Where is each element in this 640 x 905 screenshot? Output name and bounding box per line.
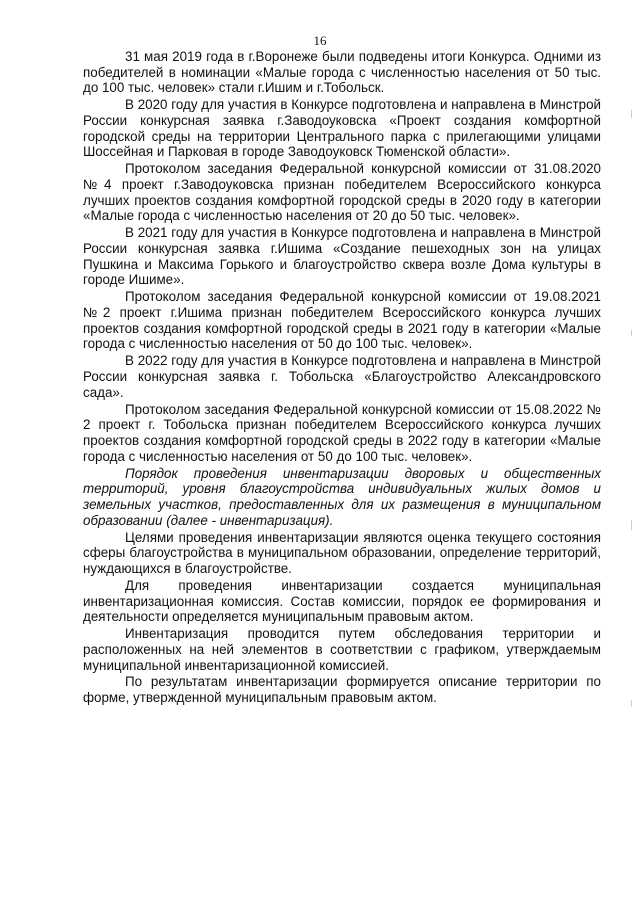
paragraph-ishim-protocol-2021: Протоколом заседания Федеральной конкурсной комиссии от 19.08.2021 №2 проект г.Ишима признан победителем Всероссийского конкурса лучших проектов создания комфортной городской среды в 2021 году в категории «Малые города с численностью населения от 50 до 100 тыс. человек». bbox=[83, 289, 601, 352]
paragraph-inventory-schedule: Инвентаризация проводится путем обследования территории и расположенных на ней элементов в соответствии с графиком, утверждаемым муниципальной инвентаризационной комиссией. bbox=[83, 626, 601, 673]
paragraph-zavodoukovsk-protocol-2020: Протоколом заседания Федеральной конкурсной комиссии от 31.08.2020 №4 проект г.Заводоуковска признан победителем Всероссийского конкурса лучших проектов создания комфортной городской среды в 2020 году в категории «Малые города с численностью населения от 20 до 50 тыс. человек». bbox=[83, 161, 601, 224]
section-heading-inventory-procedure: Порядок проведения инвентаризации дворовых и общественных территорий, уровня благоустройства индивидуальных жилых домов и земельных участков, предоставленных для их размещения в муниципальном образовании (далее - инвентаризация). bbox=[83, 465, 601, 528]
paragraph-inventory-results: По результатам инвентаризации формируется описание территории по форме, утвержденной муниципальным правовым актом. bbox=[83, 674, 601, 706]
paragraph-tobolsk-application-2022: В 2022 году для участия в Конкурсе подготовлена и направлена в Минстрой России конкурсная заявка г. Тобольска «Благоустройство Александровского сада». bbox=[83, 353, 601, 400]
paragraph-zavodoukovsk-application-2020: В 2020 году для участия в Конкурсе подготовлена и направлена в Минстрой России конкурсная заявка г.Заводоуковска «Проект создания комфортной городской среды на территории Центрального парка с прилегающими улицами Шоссейная и Парковая в городе Заводоуковск Тюменской области». bbox=[83, 97, 601, 160]
scan-artifact-mark bbox=[631, 110, 632, 118]
paragraph-ishim-application-2021: В 2021 году для участия в Конкурсе подготовлена и направлена в Минстрой России конкурсная заявка г.Ишима «Создание пешеходных зон на улицах Пушкина и Максима Горького и благоустройство сквера возле Дома культуры в городе Ишиме». bbox=[83, 225, 601, 288]
scan-artifact-mark bbox=[631, 700, 632, 707]
paragraph-inventory-goals: Целями проведения инвентаризации являются оценка текущего состояния сферы благоустройства в муниципальном образовании, определение территорий, нуждающихся в благоустройстве. bbox=[83, 529, 601, 576]
scan-artifact-mark bbox=[631, 520, 632, 530]
page-number: 16 bbox=[313, 33, 327, 48]
document-body bbox=[83, 49, 601, 707]
paragraph-inventory-commission: Для проведения инвентаризации создается муниципальная инвентаризационная комиссия. Состав комиссии, порядок ее формирования и деятельности определяется муниципальным правовым актом. bbox=[83, 577, 601, 625]
paragraph-tobolsk-protocol-2022: Протоколом заседания Федеральной конкурсной комиссии от 15.08.2022 № 2 проект г. Тобольска признан победителем Всероссийского конкурса лучших проектов создания комфортной городской среды в 2022 году в категории «Малые города с численностью населения от 50 до 100 тыс. человек». bbox=[83, 401, 601, 464]
paragraph-contest-results-2019: 31 мая 2019 года в г.Воронеже были подведены итоги Конкурса. Одними из победителей в номинации «Малые города с численностью населения от 50 тыс. до 100 тыс. человек» стали г.Ишим и г.Тобольск. bbox=[83, 49, 601, 96]
scan-artifact-mark bbox=[631, 330, 632, 336]
